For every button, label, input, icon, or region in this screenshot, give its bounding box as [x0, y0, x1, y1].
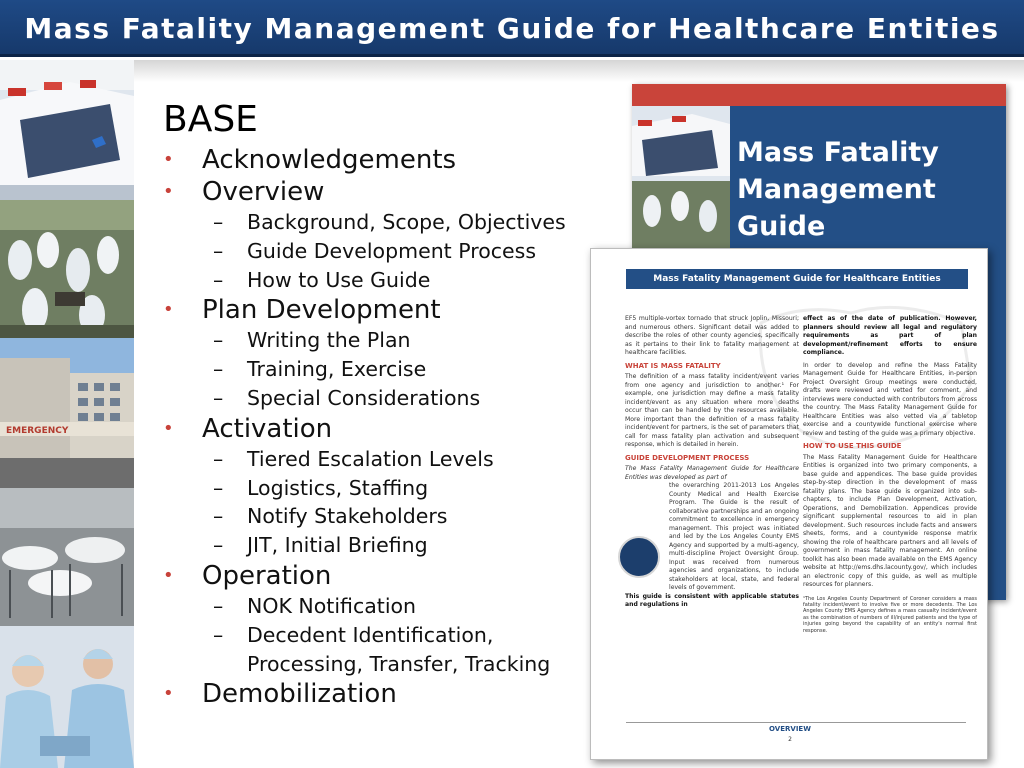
slide-title: Mass Fatality Management Guide for Healthcare Entities: [24, 12, 1000, 45]
hospital-emergency-photo: [0, 338, 134, 488]
page-header: Mass Fatality Management Guide for Healthcare Entities: [626, 269, 968, 289]
page-column-left: EF5 multiple-vortex tornado that struck Joplin, Missouri; and numerous others. Significant detail was added to describe the roles of other county agencies, specifically as it pertains to their link to fatality management at healthcare facilities. WHAT IS MASS FATALITY The definition of a mass fatality incident/event varies from one agency and jurisdiction to another.¹ For example, one jurisdiction may define a mass fatality incident/event as any situation where more deaths occur than can be handled by the resources available. More important than the definition of a mass fatality incident/event for partners, is the set of parameters that call for mass fatality plan activation and subsequent response, which is detailed in herein. GUIDE DEVELOPMENT PROCESS The Mass Fatality Management Guide for Healthcare Entities was developed as part of the overarching 2011-2013 Los Angeles County Medical and Health Exercise Program. The Guide is the result of collaborative partnerships and an ongoing commitment to excellence in emergency management. This project was initiated and led by the Los Angeles County EMS Agency and supported by a multi-agency, multi-discipline Project Oversight Group. Input was received from numerous agencies and organizations, to include stakeholders at local, state, and federal levels of government. This guide is consistent with applicable statutes and regulations in: [625, 315, 799, 608]
outline-subitem: – How to Use Guide: [213, 267, 431, 292]
outline-heading: BASE: [163, 99, 258, 140]
outline: [163, 98, 603, 710]
page-footer: OVERVIEW: [769, 725, 811, 733]
overview-page: [590, 248, 988, 760]
photo-strip: [0, 60, 134, 768]
medical-staff-photo: [0, 626, 134, 768]
ambulance-photo: [0, 60, 134, 200]
title-bar: [0, 0, 1024, 57]
gurneys-photo: [0, 488, 134, 626]
outline-item-overview: • Overview: [163, 177, 325, 207]
outline-subitem: – Background, Scope, Objectives: [213, 210, 566, 234]
svg-text:EMERGENCY: EMERGENCY: [6, 426, 69, 436]
cover-title: Mass Fatality Management Guide: [737, 137, 939, 242]
outline-subitem: – Guide Development Process: [213, 238, 537, 263]
outline-subitem-continued: Processing, Transfer, Tracking: [247, 651, 551, 676]
county-seal-icon: [618, 536, 660, 578]
page-number: 2: [788, 736, 792, 743]
outline-subitem: – Notify Stakeholders: [213, 504, 448, 529]
outline-item-plan-development: • Plan Development: [163, 295, 441, 326]
outline-item-demobilization: • Demobilization: [163, 679, 397, 710]
outline-subitem: – Writing the Plan: [213, 328, 411, 353]
header-shadow: [134, 60, 1024, 82]
outline-subitem: – Training, Exercise: [213, 357, 427, 382]
outline-item-acknowledgements: • Acknowledgements: [163, 145, 457, 175]
outline-subitem: – JIT, Initial Briefing: [213, 533, 428, 558]
cover-red-strip: [632, 84, 1006, 106]
outline-subitem: – NOK Notification: [213, 593, 417, 618]
outline-subitem: – Logistics, Staffing: [213, 475, 429, 500]
outline-subitem: – Special Considerations: [213, 385, 481, 410]
outline-item-operation: • Operation: [163, 560, 332, 591]
outline-item-activation: • Activation: [163, 413, 333, 444]
outline-subitem: – Decedent Identification,: [213, 622, 494, 647]
cover-photo-collage: [632, 106, 730, 256]
outline-subitem: – Tiered Escalation Levels: [213, 446, 494, 471]
responders-photo: [0, 200, 134, 338]
footer-rule: [626, 722, 966, 723]
page-column-right: effect as of the date of publication. However, planners should review all legal and regulatory requirements as part of plan development/refinement efforts to ensure compliance. In order to develop and refine the Mass Fatality Management Guide for Healthcare Entities, in-person Project Oversight Group meetings were conducted, drafts were reviewed and vetted for comment, and interviews were conducted with contributors from across the country. The Mass Fatality Management Guide for Healthcare Entities was also vetted via a tabletop exercise and a countywide functional exercise where review and testing of the guide was a primary objective. HOW TO USE THIS GUIDE The Mass Fatality Management Guide for Healthcare Entities is organized into two primary components, a base guide and appendices. The base guide provides step-by-step direction in the development of mass fatality plans. The base guide is organized into sub-chapters, to include Plan Development, Activation, Operations, and Demobilization. Appendices provide significant supplemental resources to aid in plan development. Such resources include facts and answers sheets, forms, and a countywide response matrix showing the role of healthcare partners and all levels of government in mass fatality management. An online toolkit has also been made available on the EMS Agency website at http://ems.dhs.lacounty.gov/, which includes an electronic copy of this guide, as well as multiple resources for planners. ¹The Los Angeles County Department of Coroner considers a mass fatality incident/event to involve five or more decedents. The Los Angeles County EMS Agency defines a mass casualty incident/event as the combination of numbers of ill/injured patients and the type of injuries going beyond the capability of an entity's normal first response.: [803, 315, 977, 634]
